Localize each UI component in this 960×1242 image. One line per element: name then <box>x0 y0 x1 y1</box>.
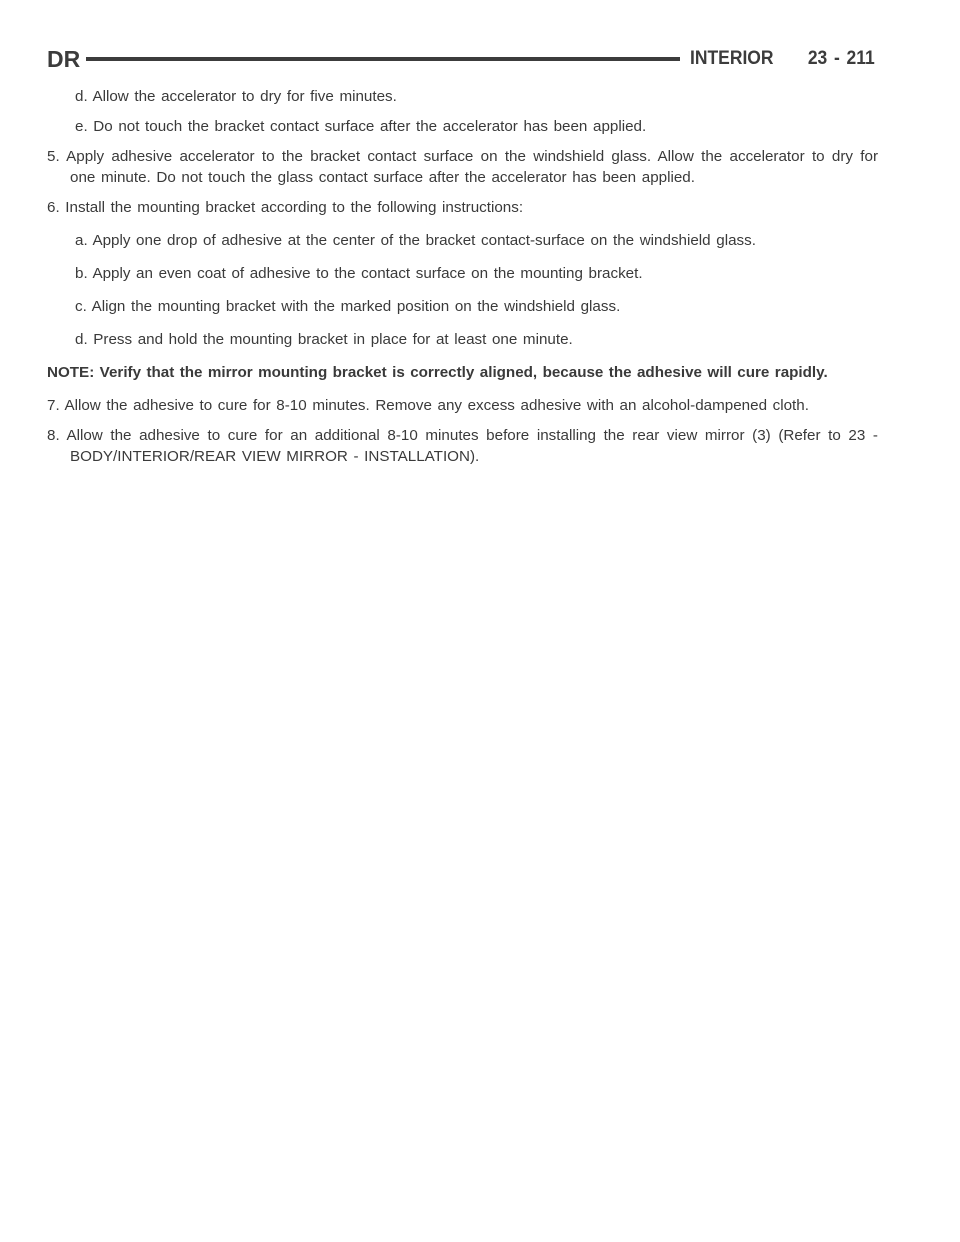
note: NOTE: Verify that the mirror mounting bracket is correctly aligned, because the adhesive will cure rapidly. <box>47 364 828 381</box>
page-number: 23 - 211 <box>808 48 875 69</box>
step-7: 7. Allow the adhesive to cure for 8-10 minutes. Remove any excess adhesive with an alcohol-dampened cloth. <box>47 397 809 414</box>
substep-e-no-touch: e. Do not touch the bracket contact surface after the accelerator has been applied. <box>75 118 647 135</box>
substep-d-dry: d. Allow the accelerator to dry for five minutes. <box>75 88 397 105</box>
step-8: 8. Allow the adhesive to cure for an additional 8-10 minutes before installing the rear view mirror (3) (Refer to 23 - BODY/INTERIOR/REAR VIEW MIRROR - INSTALLATION). <box>47 427 878 465</box>
model-code: DR <box>47 45 81 72</box>
substep-c: c. Align the mounting bracket with the marked position on the windshield glass. <box>75 298 621 315</box>
document-body <box>47 86 878 476</box>
substep-d-press: d. Press and hold the mounting bracket in place for at least one minute. <box>75 331 573 348</box>
section-title: INTERIOR <box>689 48 774 69</box>
page-header <box>47 44 875 74</box>
header-rule <box>86 57 679 61</box>
step-6: 6. Install the mounting bracket according to the following instructions: <box>47 199 524 216</box>
step-5: 5. Apply adhesive accelerator to the bracket contact surface on the windshield glass. Allow the accelerator to dry for one minute. Do not touch the glass contact surface after the accelerator has been applied. <box>47 148 878 186</box>
substep-a: a. Apply one drop of adhesive at the center of the bracket contact-surface on the windshield glass. <box>75 232 756 249</box>
substep-b: b. Apply an even coat of adhesive to the contact surface on the mounting bracket. <box>75 265 643 282</box>
